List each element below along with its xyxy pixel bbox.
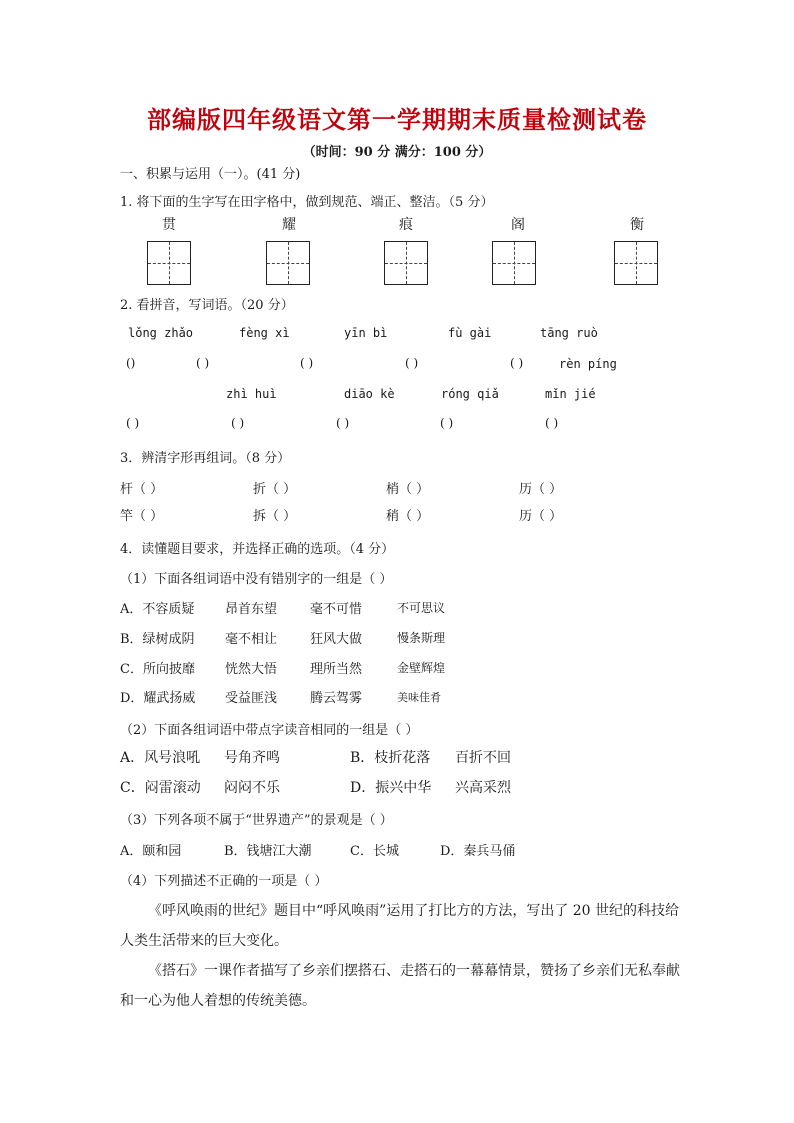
option-word: 百折不回 (455, 750, 511, 766)
pinyin: fù gài (448, 326, 492, 340)
char-5: 衡 (630, 217, 644, 233)
char-3: 痕 (399, 217, 413, 233)
pinyin: lǒng zhǎo (128, 326, 194, 340)
word-blank[interactable]: 历（ ） (519, 482, 563, 497)
option-c[interactable]: C．长城 (350, 844, 399, 859)
question-4: 4．读懂题目要求，并选择正确的选项。（4 分） (120, 542, 395, 557)
option-word: 金壁辉煌 (397, 661, 446, 675)
pinyin: zhì huì (226, 387, 277, 401)
answer-blank[interactable]: ( ) (336, 416, 350, 430)
statement-1: 《呼风唤雨的世纪》题目中“呼风唤雨”运用了打比方的方法，写出了 20 世纪的科技给人类生活带来的巨大变化。 (120, 903, 680, 949)
answer-blank[interactable]: ( ) (405, 356, 419, 370)
word-blank[interactable]: 稍（ ） (386, 509, 430, 524)
option-word: 恍然大悟 (225, 662, 278, 677)
exam-title: 部编版四年级语文第一学期期末质量检测试卷 (147, 105, 647, 134)
answer-blank[interactable]: ( ) (545, 416, 559, 430)
char-2: 耀 (282, 217, 296, 233)
option-b[interactable]: B．枝折花落 (350, 750, 431, 766)
sub-question-4: （4）下列描述不正确的一项是（ ） (120, 874, 328, 889)
pinyin: fèng xì (239, 326, 290, 340)
option-a[interactable]: A．颐和园 (120, 844, 182, 859)
option-word: 闷闷不乐 (224, 780, 280, 796)
option-c[interactable]: C．所向披靡 (120, 662, 195, 677)
option-word: 兴高采烈 (455, 780, 511, 796)
option-word: 狂风大做 (310, 632, 363, 647)
option-a[interactable]: A．不容质疑 (120, 602, 195, 617)
question-2: 2. 看拼音，写词语。（20 分） (120, 298, 294, 313)
char-1: 贯 (162, 217, 176, 233)
word-blank[interactable]: 梢（ ） (386, 482, 430, 497)
option-word: 不可思议 (397, 601, 446, 615)
sub-question-2: （2）下面各组词语中带点字读音相同的一组是（ ） (120, 723, 419, 738)
sub-question-1: （1）下面各组词语中没有错别字的一组是（ ） (120, 572, 393, 587)
option-d[interactable]: D．秦兵马俑 (440, 844, 516, 859)
exam-subtitle: （时间：90 分 满分：100 分） (302, 145, 492, 160)
option-word: 理所当然 (310, 662, 363, 677)
option-word: 毫不相让 (225, 632, 278, 647)
option-word: 美味佳肴 (397, 691, 441, 704)
word-blank[interactable]: 杆（ ） (120, 482, 164, 497)
option-word: 腾云驾雾 (310, 691, 363, 706)
answer-blank[interactable]: ( ) (126, 416, 140, 430)
answer-blank[interactable]: ( ) (510, 356, 524, 370)
answer-blank[interactable]: ( ) (440, 416, 454, 430)
option-a[interactable]: A．风号浪吼 (120, 750, 201, 766)
char-4: 阁 (511, 217, 525, 233)
statement-2: 《搭石》一课作者描写了乡亲们摆搭石、走搭石的一幕幕情景，赞扬了乡亲们无私奉献和一心为他人着想的传统美德。 (120, 963, 680, 1009)
option-word: 昂首东望 (225, 602, 278, 617)
option-d[interactable]: D．耀武扬威 (120, 691, 196, 706)
writing-grid-2[interactable] (266, 241, 310, 285)
writing-grid-4[interactable] (492, 241, 536, 285)
word-blank[interactable]: 竿（ ） (120, 509, 164, 524)
pinyin: mǐn jié (545, 387, 596, 401)
option-b[interactable]: B．钱塘江大潮 (224, 844, 312, 859)
answer-blank[interactable]: () (126, 356, 136, 370)
answer-blank[interactable]: ( ) (231, 416, 245, 430)
option-word: 号角齐鸣 (224, 750, 280, 766)
section-heading: 一、积累与运用（一）。(41 分) (120, 167, 301, 182)
option-word: 受益匪浅 (225, 691, 278, 706)
writing-grid-3[interactable] (384, 241, 428, 285)
word-blank[interactable]: 历（ ） (519, 509, 563, 524)
question-1: 1. 将下面的生字写在田字格中，做到规范、端正、整洁。（5 分） (120, 195, 494, 210)
option-word: 毫不可惜 (310, 602, 363, 617)
word-blank[interactable]: 折（ ） (253, 482, 297, 497)
option-b[interactable]: B．绿树成阴 (120, 632, 195, 647)
option-word: 慢条斯理 (397, 631, 446, 645)
writing-grid-5[interactable] (614, 241, 658, 285)
question-3: 3．辨清字形再组词。（8 分） (120, 451, 291, 466)
pinyin: róng qiǎ (441, 387, 499, 401)
pinyin: tāng ruò (540, 326, 598, 340)
answer-blank[interactable]: ( ) (196, 356, 210, 370)
option-d[interactable]: D．振兴中华 (350, 780, 432, 796)
sub-question-3: （3）下列各项不属于“世界遗产”的景观是（ ） (120, 813, 393, 828)
pinyin: diāo kè (344, 387, 395, 401)
answer-blank[interactable]: ( ) (300, 356, 314, 370)
option-c[interactable]: C．闷雷滚动 (120, 780, 201, 796)
pinyin: yīn bì (344, 326, 388, 340)
pinyin: rèn píng (559, 357, 617, 371)
word-blank[interactable]: 拆（ ） (253, 509, 297, 524)
writing-grid-1[interactable] (147, 241, 191, 285)
